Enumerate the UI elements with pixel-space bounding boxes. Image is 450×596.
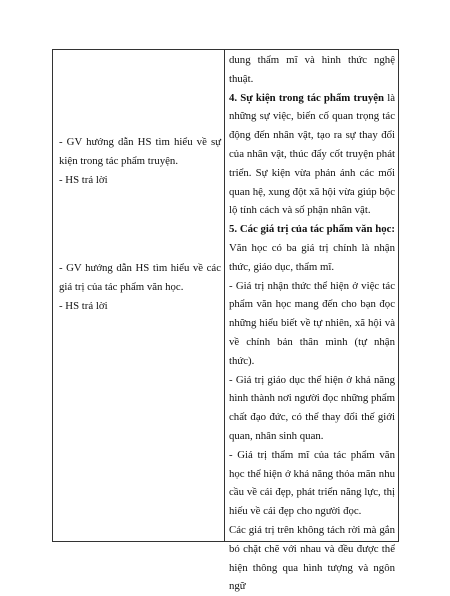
teacher-student-activity-column <box>53 50 224 541</box>
activity-instruction: - GV hướng dẫn HS tìm hiểu về sự kiện trong tác phẩm truyện. <box>59 136 221 167</box>
value-point-educational: - Giá trị giáo dục thể hiện ở khả năng hình thành nơi người đọc những phẩm chất đạo đức, có thể thay đổi thế giới quan, nhân sinh quan. <box>229 373 395 442</box>
lesson-table <box>52 49 399 593</box>
section-4-paragraph <box>229 89 395 221</box>
activity-instruction: - GV hướng dẫn HS tìm hiểu về các giá trị của tác phẩm văn học. <box>59 262 221 293</box>
section-4-body: là những sự việc, biến cố quan trọng tác động đến nhân vật, tạo ra sự thay đổi của nhân vật, thúc đẩy cốt truyện phát triển. Sự kiện vừa phản ánh các mối quan hệ, xung đột xã hội vừa giúp bộc lộ tính cách và số phận nhân vật. <box>229 91 395 217</box>
section-5-paragraph <box>229 220 395 276</box>
section-4-heading: 4. Sự kiện trong tác phẩm truyện <box>229 91 385 104</box>
value-point-cognitive: - Giá trị nhận thức thể hiện ở việc tác phẩm văn học mang đến cho bạn đọc những hiểu biết về tự nhiên, xã hội và về chính bản thân mình (tự nhận thức). <box>229 279 395 367</box>
activity-response: - HS trả lời <box>59 299 108 312</box>
content-text <box>229 51 395 596</box>
section-5-intro: Văn học có ba giá trị chính là nhận thức, giáo dục, thẩm mĩ. <box>229 241 395 273</box>
activity-block-events <box>59 133 221 189</box>
value-point-aesthetic: - Giá trị thẩm mĩ của tác phẩm văn học thể hiện ở khả năng thỏa mãn nhu cầu về cái đẹp, phát triển năng lực, thị hiếu về cái đẹp cho người đọc. <box>229 448 395 518</box>
section-5-heading: 5. Các giá trị của tác phẩm văn học: <box>229 223 395 236</box>
activity-response: - HS trả lời <box>59 173 108 186</box>
content-column <box>225 50 398 593</box>
section-5-conclusion: Các giá trị trên không tách rời mà gắn bó chặt chẽ với nhau và đều được thể hiện thông qua hình tượng và ngôn ngữ <box>229 523 395 593</box>
continued-paragraph: dung thẩm mĩ và hình thức nghệ thuật. <box>229 54 395 85</box>
activity-block-values <box>59 259 221 315</box>
